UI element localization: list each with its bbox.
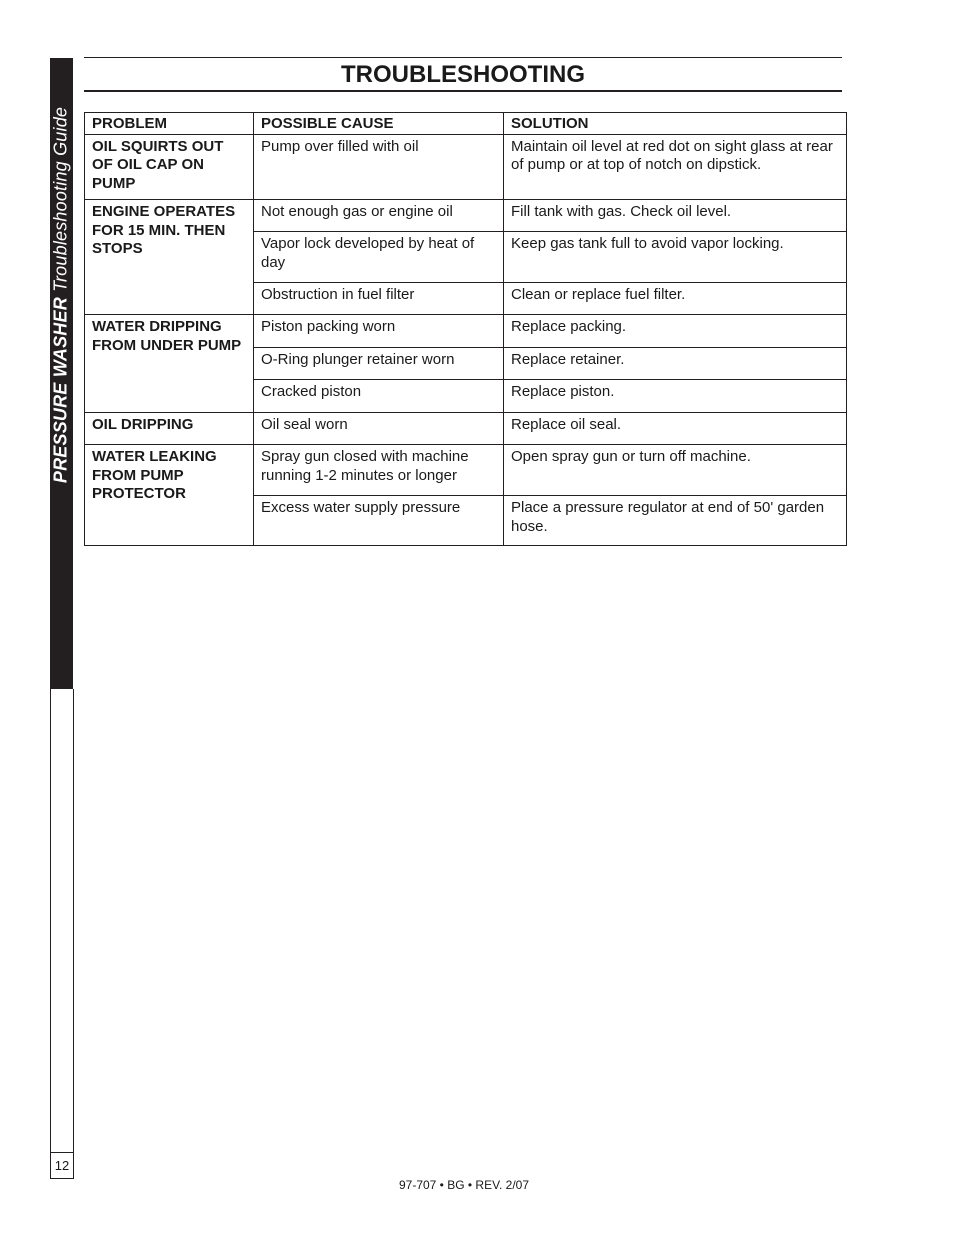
solution-cell: Replace retainer. [504, 348, 847, 380]
cause-cell: Piston packing worn [254, 315, 504, 348]
cause-cell: Obstruction in fuel filter [254, 283, 504, 315]
problem-cell: WATER LEAKING FROM PUMP PROTECTOR [85, 445, 254, 546]
table-row [85, 445, 847, 496]
cause-cell: Excess water supply pressure [254, 496, 504, 546]
cause-cell: Vapor lock developed by heat of day [254, 232, 504, 283]
cause-cell: Spray gun closed with machine running 1-2 minutes or longer [254, 445, 504, 496]
header-solution: SOLUTION [504, 113, 847, 135]
table-row [85, 200, 847, 232]
solution-cell: Replace piston. [504, 380, 847, 413]
cause-cell: O-Ring plunger retainer worn [254, 348, 504, 380]
cause-cell: Pump over filled with oil [254, 134, 504, 200]
page-title: TROUBLESHOOTING [341, 61, 585, 88]
cause-cell: Cracked piston [254, 380, 504, 413]
table-header-row [85, 113, 847, 135]
header-problem: PROBLEM [85, 113, 254, 135]
table-row [85, 413, 847, 445]
table-row [85, 315, 847, 348]
troubleshooting-table [84, 112, 847, 546]
side-tab-guide-label: Troubleshooting Guide [50, 106, 71, 292]
solution-cell: Replace packing. [504, 315, 847, 348]
cause-cell: Oil seal worn [254, 413, 504, 445]
solution-cell: Maintain oil level at red dot on sight glass at rear of pump or at top of notch on dipstick. [504, 134, 847, 200]
header-possible-cause: POSSIBLE CAUSE [254, 113, 504, 135]
cause-cell: Not enough gas or engine oil [254, 200, 504, 232]
problem-cell: OIL SQUIRTS OUT OF OIL CAP ON PUMP [85, 134, 254, 200]
page-number: 12 [51, 1152, 73, 1179]
solution-cell: Keep gas tank full to avoid vapor locking. [504, 232, 847, 283]
solution-cell: Place a pressure regulator at end of 50' garden hose. [504, 496, 847, 546]
side-tab-label [51, 107, 72, 483]
solution-cell: Open spray gun or turn off machine. [504, 445, 847, 496]
table-row [85, 134, 847, 200]
problem-cell: ENGINE OPERATES FOR 15 MIN. THEN STOPS [85, 200, 254, 315]
side-rule [50, 689, 74, 1179]
side-tab-bold-label: PRESSURE WASHER [50, 297, 71, 484]
title-rule-bottom [84, 90, 842, 92]
solution-cell: Clean or replace fuel filter. [504, 283, 847, 315]
solution-cell: Fill tank with gas. Check oil level. [504, 200, 847, 232]
footer-doc-info: 97-707 • BG • REV. 2/07 [398, 1178, 530, 1192]
solution-cell: Replace oil seal. [504, 413, 847, 445]
problem-cell: WATER DRIPPING FROM UNDER PUMP [85, 315, 254, 413]
problem-cell: OIL DRIPPING [85, 413, 254, 445]
